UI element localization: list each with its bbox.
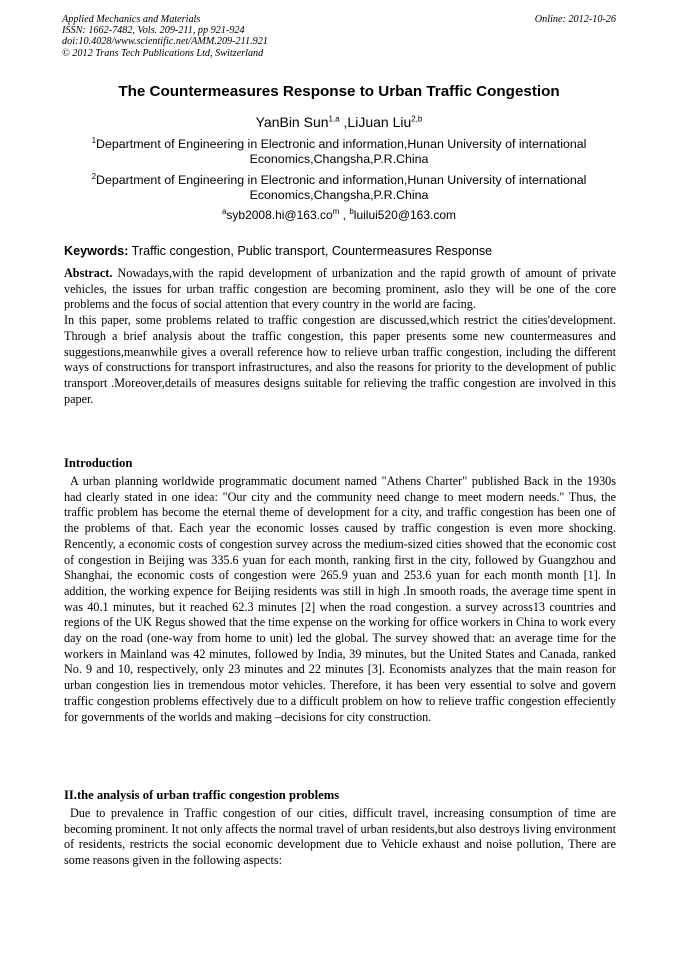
abstract [64, 266, 616, 407]
author-affiliation-mark: 2,b [411, 114, 423, 124]
journal-name: Applied Mechanics and Materials [62, 14, 201, 25]
paper-title: The Countermeasures Response to Urban Traffic Congestion [118, 83, 560, 100]
online-date: Online: 2012-10-26 [534, 14, 616, 25]
email-mark: a [221, 207, 227, 216]
email-trademark: m [332, 207, 340, 216]
abstract-paragraph: Nowadays,with the rapid development of urbanization and the rapid growth of amount of private vehicles, the issues for urban traffic congestion are becoming prominent, aslo they will be one of the core problems and the focus of social attention that every country in the world are facing. [64, 266, 616, 312]
affiliation [70, 173, 608, 203]
abstract-label: Abstract. [64, 266, 113, 280]
author-separator: , [339, 114, 348, 130]
affiliation [70, 137, 608, 167]
affiliation-line: Economics,Changsha,P.R.China [249, 188, 429, 202]
affiliation-mark: 1 [91, 135, 97, 145]
keywords-label: Keywords: [64, 244, 129, 258]
affiliation-line: Department of Engineering in Electronic and information,Hunan University of international [96, 137, 587, 151]
introduction-section [64, 474, 616, 725]
email-address: luilui520@163.com [353, 208, 457, 222]
analysis-section [64, 806, 616, 869]
section-heading: Introduction [64, 456, 133, 470]
email-separator: , [339, 208, 350, 222]
author-affiliation-mark: 1,a [328, 114, 340, 124]
body-paragraph: Due to prevalence in Traffic congestion of our cities, difficult travel, increasing consumption of time are becoming prominent. It not only affects the normal travel of urban residents,but also destroys living environment of residents, restricts the social economic development due to Vehicle exhaust and noise pollution, There are some reasons given in the following aspects: [64, 806, 616, 868]
author-name: YanBin Sun [255, 114, 329, 130]
keywords [64, 244, 616, 258]
email-mark: b [349, 207, 354, 216]
page-header [62, 14, 616, 59]
section-heading: II.the analysis of urban traffic congestion problems [64, 788, 340, 802]
doi-line: doi:10.4028/www.scientific.net/AMM.209-211.921 [62, 36, 268, 48]
email-address: syb2008.hi@163.co [226, 208, 333, 222]
keywords-text: Traffic congestion, Public transport, Countermeasures Response [128, 244, 493, 258]
author-name: LiJuan Liu [347, 114, 412, 130]
email-line [0, 208, 678, 222]
copyright-line: © 2012 Trans Tech Publications Ltd, Switzerland [62, 47, 264, 59]
author-line [0, 114, 678, 130]
affiliation-line: Department of Engineering in Electronic and information,Hunan University of international [96, 173, 587, 187]
affiliation-mark: 2 [91, 171, 97, 181]
affiliation-line: Economics,Changsha,P.R.China [249, 152, 429, 166]
abstract-paragraph: In this paper, some problems related to traffic congestion are discussed,which restrict the cities'development. Through a brief analysis about the traffic congestion, this paper presents some new countermeasures and suggestions,meanwhile gives a overall reference how to relieve urban traffic congestion, including the different ways of constructions for transport infrastructures, and also the reasons for priority to the development of public transport .Moreover,details of measures designs suitable for relieving the traffic congestion are involved in this paper. [64, 313, 616, 406]
body-paragraph: A urban planning worldwide programmatic document named "Athens Charter" published Back in the 1930s had clearly stated in one idea: "Our city and the community need change to meet modern needs." Thus, the traffic problem has become the eternal theme of development for a city, and traffic congestion has been one of the problems of that. Each year the economic losses caused by traffic congestion is even more shocking. Rencently, a economic costs of congestion survey across the medium-sized cities showed that the economic cost of congestion in Beijing was 335.6 yuan for each month, ranking first in the city, followed by Guangzhou and Shanghai, the economic costs of congestion were 265.9 yuan and 253.6 yuan for each month month [1]. In addition, the working expence for Beijing residents was still in high .In smooth roads, the average time spent in was 40.1 minutes, but it reached 62.3 minutes [2] when the road congestion. a survey across13 countries and regions of the UK Regus showed that the time expense on the working for office workers in China to work every day on the road (one-way from home to unit) led the global. The survey showed that: an average time for the workers in Mainland was 42 minutes, followed by India, 39 minutes, but the United States and Canada, ranked No. 9 and 10, respectively, only 23 minutes and 22 minutes [3]. Economists analyzes that the main reason for urban congestion lies in tremendous motor vehicles. Therefore, it has been very essential to solve and govern traffic congestion problems effectively due to a difficult problem on how to relieve traffic congestion effeciently for governments of the worlds and making –decisions for city construction. [64, 474, 616, 724]
issn-line: ISSN: 1662-7482, Vols. 209-211, pp 921-924 [62, 25, 245, 37]
